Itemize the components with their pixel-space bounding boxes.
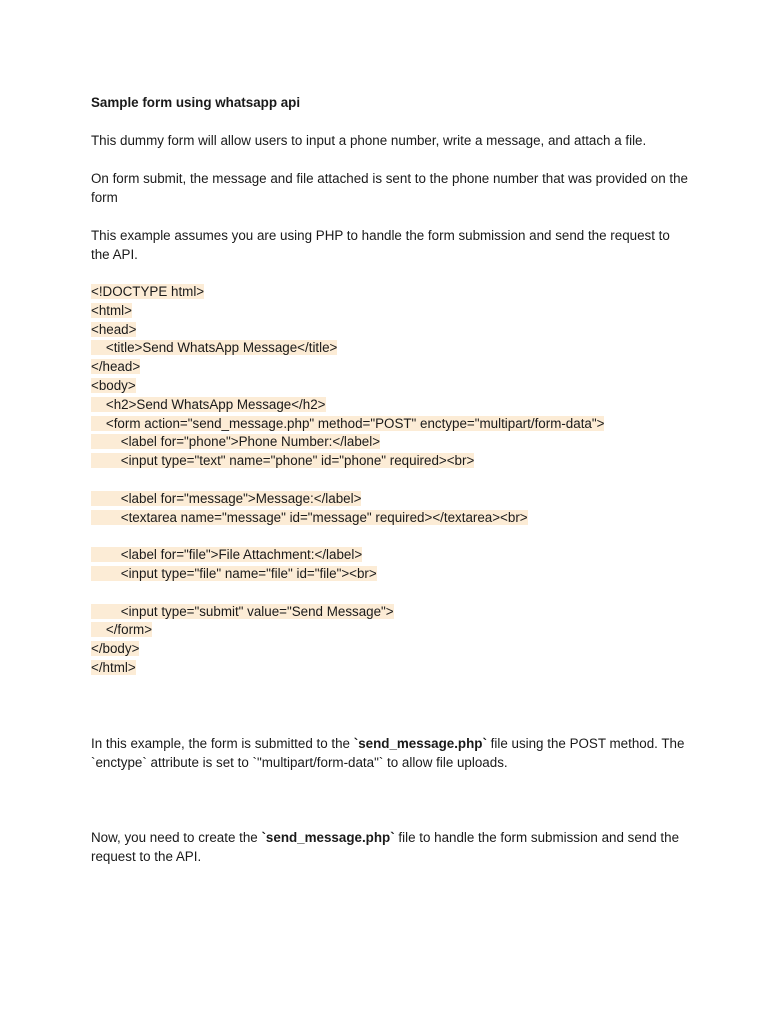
filename-highlight: `send_message.php` [353,735,487,751]
code-line-text: </head> [91,359,141,375]
code-line [91,584,691,603]
code-line-text: <textarea name="message" id="message" required></textarea><br> [91,509,528,525]
document-content [91,93,691,885]
code-line [91,640,691,659]
code-line [91,302,691,321]
document-title: Sample form using whatsapp api [91,95,301,110]
code-line [91,358,691,377]
code-line-text: <html> [91,302,132,318]
code-line-text: <form action="send_message.php" method="POST" enctype="multipart/form-data"> [91,415,605,431]
code-line-text: <label for="file">File Attachment:</label> [91,547,363,563]
next-step-text-start: Now, you need to create the [91,829,262,845]
code-line-text: <input type="text" name="phone" id="phone" required><br> [91,453,475,469]
code-line [91,490,691,509]
code-line [91,527,691,546]
filename-highlight-2: `send_message.php` [261,829,395,845]
submit-paragraph: On form submit, the message and file attached is sent to the phone number that was provided on the form [91,171,688,205]
code-line-text: </html> [91,659,136,675]
code-line [91,471,691,490]
code-line [91,621,691,640]
code-line [91,603,691,622]
next-step-text-end: file to handle the form submission and send the request to the API. [91,829,680,864]
code-line [91,377,691,396]
code-line [91,415,691,434]
code-line [91,339,691,358]
intro-paragraph: This dummy form will allow users to input a phone number, write a message, and attach a file. [91,133,647,148]
code-line-text: </form> [91,622,153,638]
explanation-text-end: file using the POST method. The `enctype` attribute is set to `"multipart/form-data"` to allow file uploads. [91,735,685,770]
code-line [91,433,691,452]
next-step-paragraph [91,828,691,866]
code-line [91,283,691,302]
code-line-text: <body> [91,377,136,393]
code-sample [91,283,691,678]
code-line-text: <input type="file" name="file" id="file"><br> [91,565,377,581]
code-line-text: <title>Send WhatsApp Message</title> [91,340,338,356]
php-paragraph: This example assumes you are using PHP to handle the form submission and send the request to the API. [91,228,670,262]
code-line [91,509,691,528]
code-line [91,452,691,471]
code-line-text: <!DOCTYPE html> [91,284,205,299]
code-line [91,659,691,678]
explanation-paragraph [91,734,691,772]
code-line [91,321,691,340]
code-line [91,396,691,415]
code-line [91,546,691,565]
code-line-text: <input type="submit" value="Send Message"> [91,603,394,619]
code-line-text: <h2>Send WhatsApp Message</h2> [91,396,326,412]
explanation-text-start: In this example, the form is submitted to the [91,735,354,751]
code-line-text: <label for="message">Message:</label> [91,490,362,506]
code-line-text: </body> [91,641,140,657]
code-line-text: <head> [91,321,137,337]
code-line [91,565,691,584]
code-line-text: <label for="phone">Phone Number:</label> [91,434,381,450]
